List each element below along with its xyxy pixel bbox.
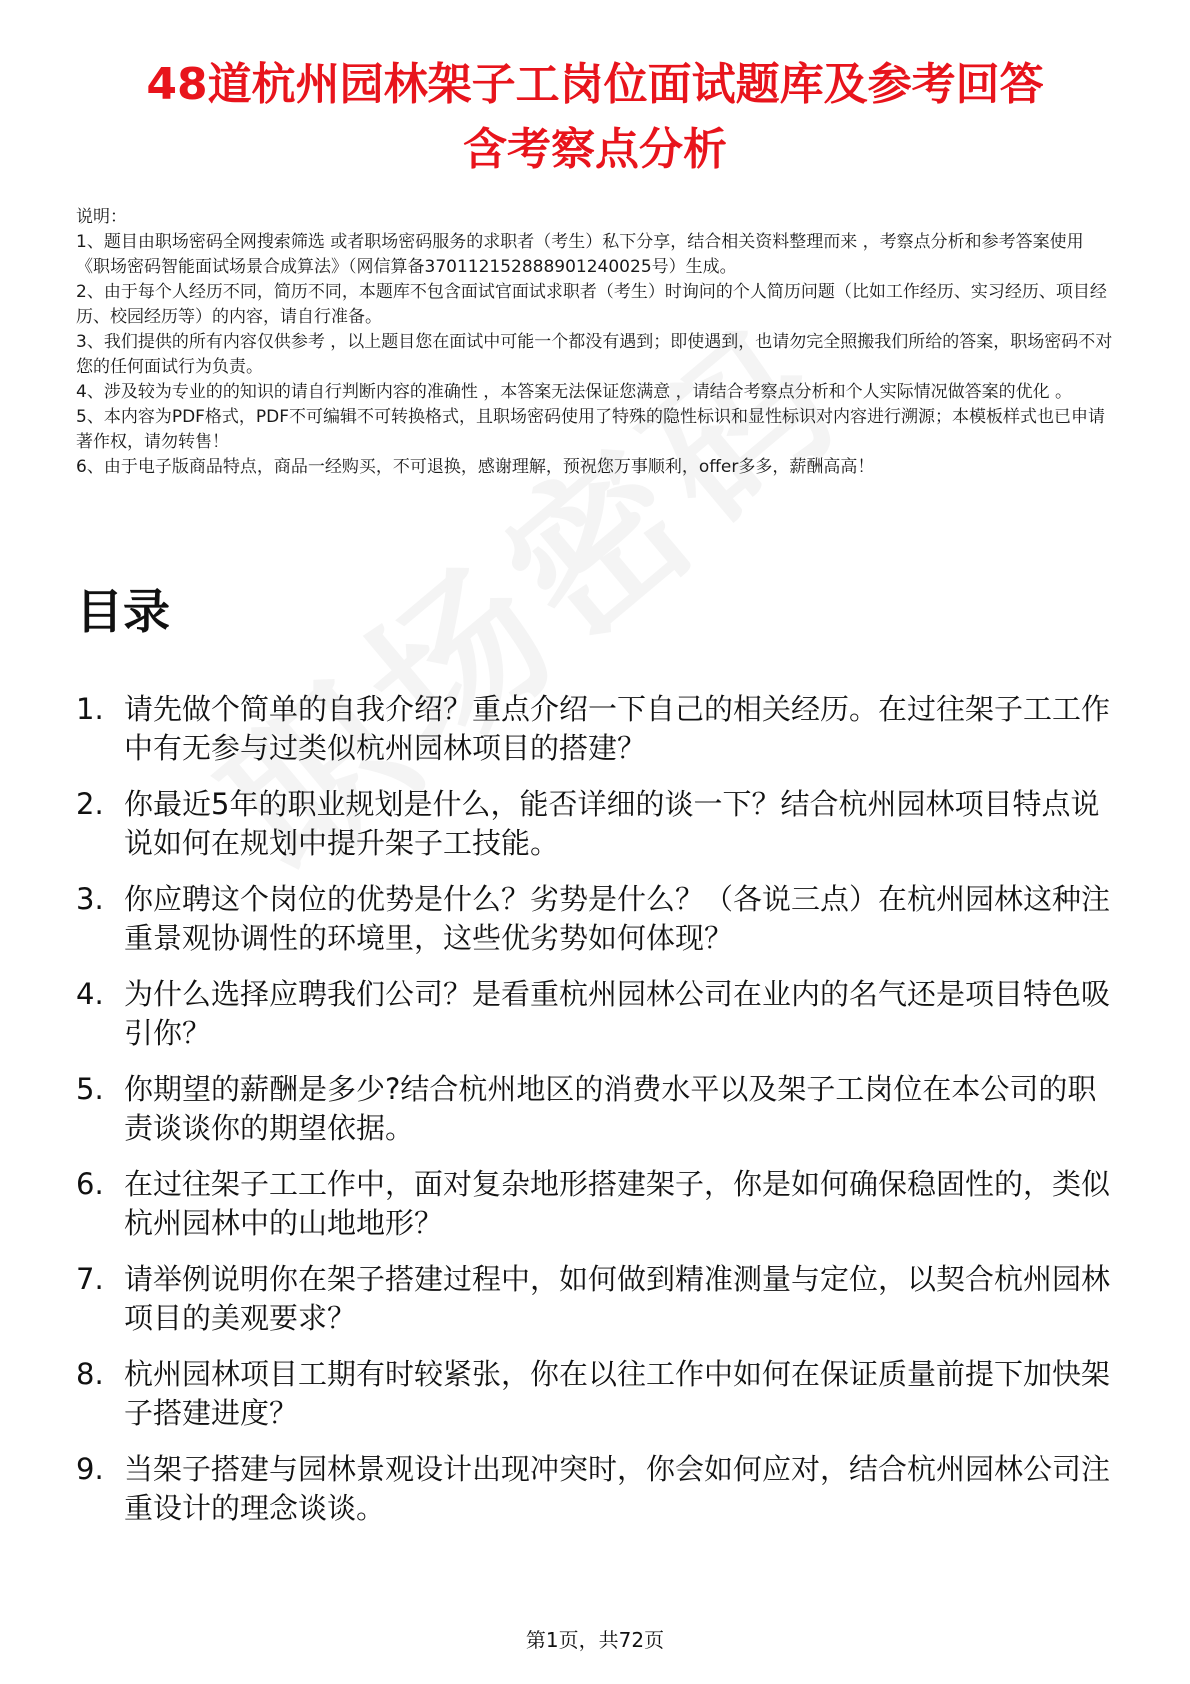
page-number: 第1页，共72页 — [525, 1628, 665, 1652]
toc-item-text: 你应聘这个岗位的优势是什么？劣势是什么？（各说三点）在杭州园林这种注重景观协调性的环境里，这些优劣势如何体现？ — [124, 882, 1111, 955]
toc-item-text: 杭州园林项目工期有时较紧张，你在以往工作中如何在保证质量前提下加快架子搭建进度？ — [124, 1357, 1111, 1430]
toc-item-text: 你期望的薪酬是多少?结合杭州地区的消费水平以及架子工岗位在本公司的职责谈谈你的期望依据。 — [124, 1072, 1097, 1145]
toc-item-text: 当架子搭建与园林景观设计出现冲突时，你会如何应对，结合杭州园林公司注重设计的理念谈谈。 — [124, 1452, 1111, 1525]
toc-item[interactable] — [76, 1070, 1116, 1148]
toc-item-number: 1. — [76, 692, 104, 726]
toc-item[interactable] — [76, 975, 1116, 1053]
toc-item[interactable] — [76, 690, 1116, 768]
notes-section — [76, 205, 1116, 480]
toc-item-number: 3. — [76, 882, 104, 916]
page-title — [0, 52, 1190, 182]
toc-list — [76, 690, 1116, 1545]
page-title-line-2: 含考察点分析 — [463, 124, 727, 175]
toc-item-number: 2. — [76, 787, 104, 821]
notes-item-6: 6、由于电子版商品特点，商品一经购买，不可退换，感谢理解，预祝您万事顺利，offer多多，薪酬高高！ — [76, 457, 875, 477]
toc-item-text: 请举例说明你在架子搭建过程中，如何做到精准测量与定位，以契合杭州园林项目的美观要求？ — [124, 1262, 1111, 1335]
notes-item-5: 5、本内容为PDF格式，PDF不可编辑不可转换格式，且职场密码使用了特殊的隐性标识和显性标识对内容进行溯源；本模板样式也已申请著作权，请勿转售！ — [76, 407, 1106, 452]
notes-item-3: 3、我们提供的所有内容仅供参考 ，以上题目您在面试中可能一个都没有遇到；即使遇到，也请勿完全照搬我们所给的答案，职场密码不对您的任何面试行为负责。 — [76, 332, 1113, 377]
notes-heading: 说明： — [76, 207, 127, 227]
toc-item[interactable] — [76, 880, 1116, 958]
notes-item-4: 4、涉及较为专业的的知识的请自行判断内容的准确性 ，本答案无法保证您满意 ，请结合考察点分析和个人实际情况做答案的优化 。 — [76, 382, 1073, 402]
toc-item-text: 请先做个简单的自我介绍？重点介绍一下自己的相关经历。在过往架子工工作中有无参与过类似杭州园林项目的搭建？ — [124, 692, 1111, 765]
toc-item[interactable] — [76, 1165, 1116, 1243]
toc-item-number: 4. — [76, 977, 104, 1011]
notes-item-1: 1、题目由职场密码全网搜索筛选 或者职场密码服务的求职者（考生）私下分享，结合相关资料整理而来 ，考察点分析和参考答案使用《职场密码智能面试场景合成算法》（网信算备370112152888901240025号）生成。 — [76, 232, 1084, 277]
toc-item-text: 你最近5年的职业规划是什么，能否详细的谈一下？结合杭州园林项目特点说说如何在规划中提升架子工技能。 — [124, 787, 1100, 860]
toc-item-number: 6. — [76, 1167, 104, 1201]
toc-item-number: 5. — [76, 1072, 104, 1106]
toc-item-number: 9. — [76, 1452, 104, 1486]
toc-item[interactable] — [76, 1355, 1116, 1433]
toc-item-text: 为什么选择应聘我们公司？是看重杭州园林公司在业内的名气还是项目特色吸引你？ — [124, 977, 1111, 1050]
toc-heading: 目录 — [76, 585, 170, 640]
toc-item-number: 7. — [76, 1262, 104, 1296]
notes-item-2: 2、由于每个人经历不同，简历不同，本题库不包含面试官面试求职者（考生）时询问的个人简历问题（比如工作经历、实习经历、项目经历、校园经历等）的内容，请自行准备。 — [76, 282, 1107, 327]
toc-item[interactable] — [76, 785, 1116, 863]
toc-item[interactable] — [76, 1260, 1116, 1338]
toc-item-text: 在过往架子工工作中，面对复杂地形搭建架子，你是如何确保稳固性的，类似杭州园林中的山地地形？ — [124, 1167, 1111, 1240]
toc-item[interactable] — [76, 1450, 1116, 1528]
page-title-line-1: 48道杭州园林架子工岗位面试题库及参考回答 — [146, 59, 1044, 110]
toc-item-number: 8. — [76, 1357, 104, 1391]
